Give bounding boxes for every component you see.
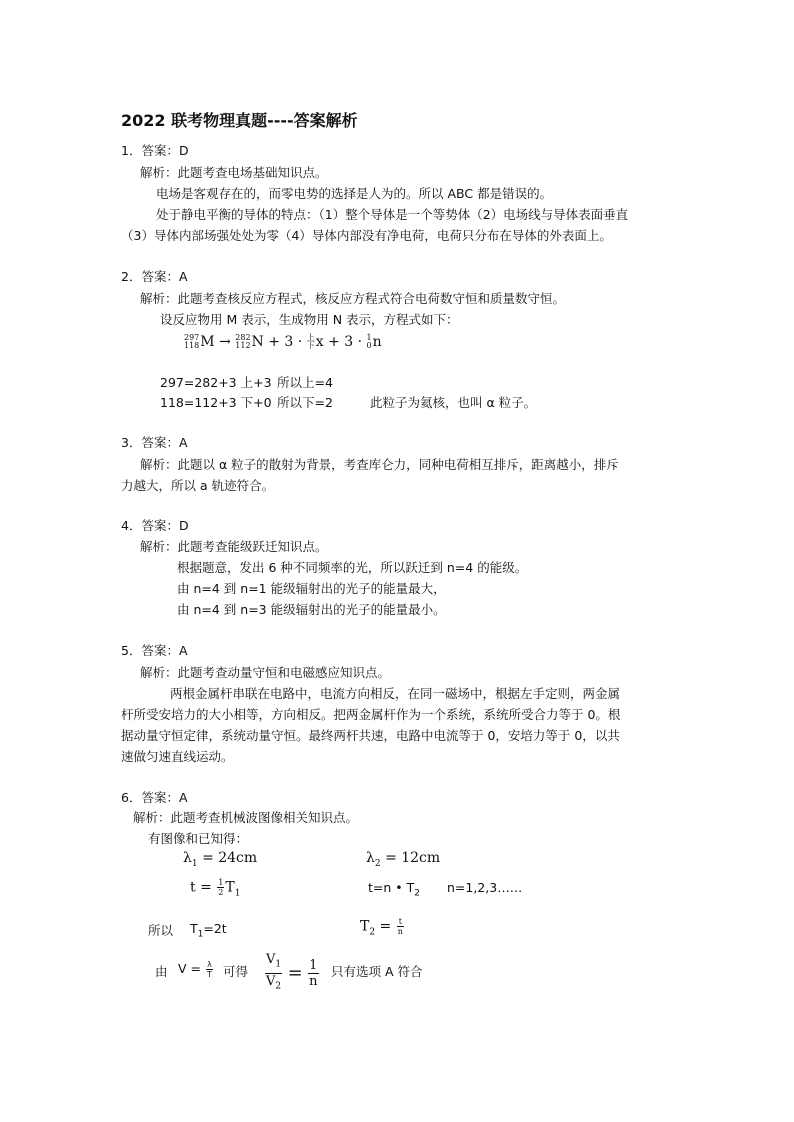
q6-answer: 6．答案：A: [121, 790, 188, 805]
q2-answer: 2．答案：A: [121, 269, 188, 284]
q2-calc2a: 118=112+3 下+0: [160, 395, 272, 410]
t2-eq: t=n • $T_2$: [368, 880, 420, 899]
q1-line3: （3）导体内部场强处处为零（4）导体内部没有净电荷，电荷只分布在导体的外表面上。: [121, 228, 612, 243]
ratio-eq: $\frac{V_1}{V_2}$ = $\frac{1}{n}$: [266, 952, 318, 992]
q3-answer: 3．答案：A: [121, 435, 188, 450]
t-eq: t = $\frac{1}{2}$ $T_1$: [190, 878, 241, 899]
n-range: n=1,2,3……: [447, 880, 523, 895]
q3-line1: 解析：此题以 α 粒子的散射为背景，考查库仑力，同种电荷相互排斥，距离越小，排斥: [140, 457, 619, 472]
nuclear-equation: 297 118 M → 282 112 N + 3 · 上 下 x + 3 · 1 0 n: [184, 333, 382, 350]
q2-line1: 设反应物用 M 表示，生成物用 N 表示，方程式如下：: [160, 312, 459, 327]
q6-line1: 有图像和已知得：: [148, 831, 249, 846]
q2-calc2c: 此粒子为氦核，也叫 α 粒子。: [370, 395, 537, 410]
q1-analysis: 解析：此题考查电场基础知识点。: [140, 165, 328, 180]
q2-calc1b: 所以上=4: [277, 375, 333, 390]
page-title: 2022 联考物理真题----答案解析: [121, 111, 358, 130]
q2-calc2b: 所以下=2: [277, 395, 333, 410]
T2-eq: $T_2$ = $\frac{t}{n}$: [360, 917, 403, 938]
q2-analysis: 解析：此题考查核反应方程式，核反应方程式符合电荷数守恒和质量数守恒。: [140, 291, 566, 306]
T1-eq: $T_1=2t$: [190, 921, 227, 940]
conclusion: 只有选项 A 符合: [331, 964, 423, 979]
q6-analysis: 解析：此题考查机械波图像相关知识点。: [133, 810, 359, 825]
get-label: 可得: [223, 964, 249, 979]
q4-line1: 根据题意，发出 6 种不同频率的光，所以跃迁到 n=4 的能级。: [177, 560, 528, 575]
q2-calc1a: 297=282+3 上+3: [160, 375, 272, 390]
lambda2-eq: $\lambda_2 = 12cm$: [366, 850, 441, 869]
q5-answer: 5．答案：A: [121, 643, 188, 658]
q4-analysis: 解析：此题考查能级跃迁知识点。: [140, 539, 328, 554]
q1-line2: 处于静电平衡的导体的特点：（1）整个导体是一个等势体（2）电场线与导体表面垂直: [156, 207, 629, 222]
q5-line2: 杆所受安培力的大小相等，方向相反。把两金属杆作为一个系统，系统所受合力等于 0。根: [121, 707, 621, 722]
q5-line1: 两根金属杆串联在电路中，电流方向相反，在同一磁场中，根据左手定则，两金属: [170, 686, 621, 701]
lambda1-eq: $\lambda_1 = 24cm$: [183, 850, 258, 869]
q5-line3: 据动量守恒定律，系统动量守恒。最终两杆共速，电路中电流等于 0，安培力等于 0，以共: [121, 728, 620, 743]
so-label: 所以: [148, 923, 174, 938]
q4-line3: 由 n=4 到 n=3 能级辐射出的光子的能量最小。: [177, 602, 446, 617]
q4-answer: 4．答案：D: [121, 518, 189, 533]
q1-line1: 电场是客观存在的，而零电势的选择是人为的。所以 ABC 都是错误的。: [156, 186, 553, 201]
by-label: 由: [155, 964, 168, 979]
q4-line2: 由 n=4 到 n=1 能级辐射出的光子的能量最大，: [177, 581, 446, 596]
q5-analysis: 解析：此题考查动量守恒和电磁感应知识点。: [140, 665, 391, 680]
v-eq: V = $\frac{\lambda}{T}$: [178, 960, 212, 979]
q5-line4: 速做匀速直线运动。: [121, 749, 234, 764]
q1-answer: 1．答案：D: [121, 143, 189, 158]
q3-line2: 力越大，所以 a 轨迹符合。: [121, 478, 275, 493]
